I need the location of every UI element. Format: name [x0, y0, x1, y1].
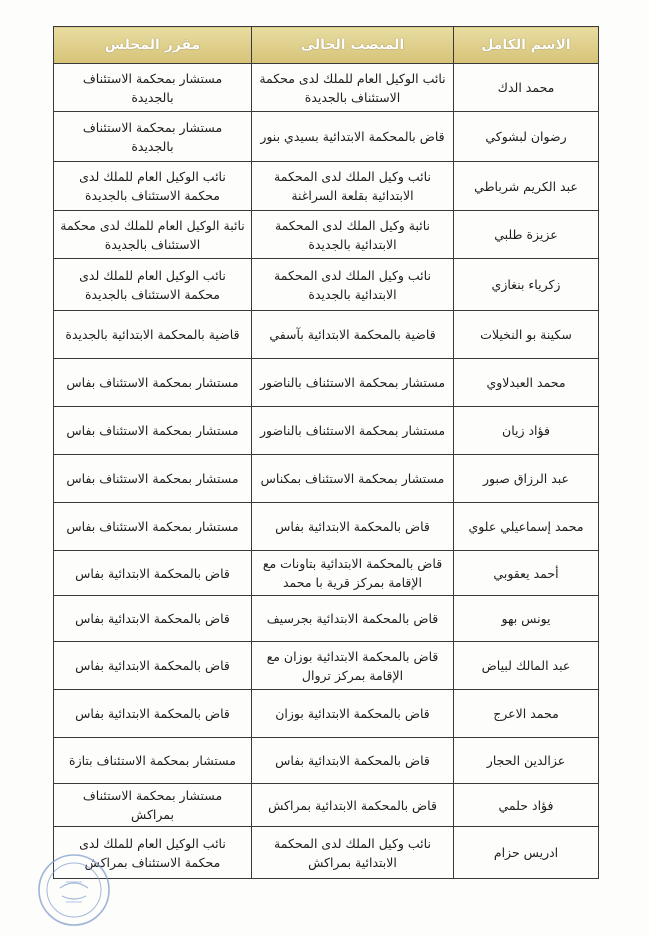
table-row	[54, 596, 599, 642]
cell-current-position: نائب وكيل الملك لدى المحكمة الابتدائية بالجديدة	[252, 259, 454, 311]
cell-council-decision: قاض بالمحكمة الابتدائية بفاس	[54, 596, 252, 642]
cell-current-position: قاض بالمحكمة الابتدائية بوزان	[252, 690, 454, 738]
table-row	[54, 259, 599, 311]
cell-current-position: قاض بالمحكمة الابتدائية بوزان مع الإقامة بمركز تروال	[252, 642, 454, 690]
cell-council-decision: نائب الوكيل العام للملك لدى محكمة الاستئناف بمراكش	[54, 827, 252, 879]
cell-full-name: أحمد يعقوبي	[454, 551, 599, 596]
cell-current-position: مستشار بمحكمة الاستئناف بالناضور	[252, 407, 454, 455]
cell-council-decision: مستشار بمحكمة الاستئناف بمراكش	[54, 784, 252, 827]
cell-current-position: قاض بالمحكمة الابتدائية بتاونات مع الإقامة بمركز قرية با محمد	[252, 551, 454, 596]
cell-current-position: قاض بالمحكمة الابتدائية بجرسيف	[252, 596, 454, 642]
table-row	[54, 827, 599, 879]
cell-council-decision: قاضية بالمحكمة الابتدائية بالجديدة	[54, 311, 252, 359]
cell-current-position: قاض بالمحكمة الابتدائية بفاس	[252, 503, 454, 551]
cell-council-decision: مستشار بمحكمة الاستئناف بفاس	[54, 359, 252, 407]
header-current-position: المنصب الحالي	[252, 27, 454, 64]
cell-full-name: محمد الاعرج	[454, 690, 599, 738]
cell-full-name: ادريس حزام	[454, 827, 599, 879]
cell-council-decision: مستشار بمحكمة الاستئناف بالجديدة	[54, 112, 252, 162]
table-row	[54, 407, 599, 455]
cell-full-name: عبد الكريم شرباطي	[454, 162, 599, 211]
cell-full-name: عزيزة طلبي	[454, 211, 599, 259]
official-seal	[36, 852, 112, 928]
appointments-table	[53, 26, 599, 879]
table-row	[54, 112, 599, 162]
table-row	[54, 455, 599, 503]
header-council-decision: مقرر المجلس	[54, 27, 252, 64]
cell-current-position: قاض بالمحكمة الابتدائية بمراكش	[252, 784, 454, 827]
cell-council-decision: نائب الوكيل العام للملك لدى محكمة الاستئناف بالجديدة	[54, 259, 252, 311]
table-row	[54, 503, 599, 551]
cell-full-name: فؤاد زيان	[454, 407, 599, 455]
cell-full-name: زكرياء بنغازي	[454, 259, 599, 311]
table-row	[54, 64, 599, 112]
cell-council-decision: قاض بالمحكمة الابتدائية بفاس	[54, 690, 252, 738]
cell-current-position: نائب الوكيل العام للملك لدى محكمة الاستئناف بالجديدة	[252, 64, 454, 112]
table-row	[54, 211, 599, 259]
cell-council-decision: قاض بالمحكمة الابتدائية بفاس	[54, 551, 252, 596]
table-body	[54, 64, 599, 879]
cell-council-decision: نائب الوكيل العام للملك لدى محكمة الاستئناف بالجديدة	[54, 162, 252, 211]
cell-current-position: قاض بالمحكمة الابتدائية بسيدي بنور	[252, 112, 454, 162]
cell-council-decision: مستشار بمحكمة الاستئناف بفاس	[54, 455, 252, 503]
cell-full-name: سكينة بو النخيلات	[454, 311, 599, 359]
cell-full-name: يونس بهو	[454, 596, 599, 642]
cell-full-name: محمد الدك	[454, 64, 599, 112]
cell-council-decision: مستشار بمحكمة الاستئناف بفاس	[54, 407, 252, 455]
table-row	[54, 642, 599, 690]
cell-current-position: قاض بالمحكمة الابتدائية بفاس	[252, 738, 454, 784]
cell-full-name: عزالدين الحجار	[454, 738, 599, 784]
cell-full-name: عبد الرزاق صبور	[454, 455, 599, 503]
cell-full-name: محمد العبدلاوي	[454, 359, 599, 407]
table-row	[54, 690, 599, 738]
table-row	[54, 784, 599, 827]
cell-council-decision: مستشار بمحكمة الاستئناف بتازة	[54, 738, 252, 784]
cell-current-position: قاضية بالمحكمة الابتدائية بآسفي	[252, 311, 454, 359]
cell-council-decision: مستشار بمحكمة الاستئناف بفاس	[54, 503, 252, 551]
table-row	[54, 162, 599, 211]
cell-current-position: مستشار بمحكمة الاستئناف بمكناس	[252, 455, 454, 503]
cell-current-position: نائب وكيل الملك لدى المحكمة الابتدائية بمراكش	[252, 827, 454, 879]
cell-full-name: محمد إسماعيلي علوي	[454, 503, 599, 551]
table-header-row	[54, 27, 599, 64]
cell-current-position: مستشار بمحكمة الاستئناف بالناضور	[252, 359, 454, 407]
cell-full-name: فؤاد حلمي	[454, 784, 599, 827]
cell-current-position: نائب وكيل الملك لدى المحكمة الابتدائية بقلعة السراغنة	[252, 162, 454, 211]
cell-council-decision: مستشار بمحكمة الاستئناف بالجديدة	[54, 64, 252, 112]
cell-current-position: نائبة وكيل الملك لدى المحكمة الابتدائية بالجديدة	[252, 211, 454, 259]
table-row	[54, 311, 599, 359]
header-full-name: الاسم الكامل	[454, 27, 599, 64]
table-row	[54, 738, 599, 784]
table-row	[54, 359, 599, 407]
cell-full-name: رضوان لبشوكي	[454, 112, 599, 162]
cell-council-decision: نائبة الوكيل العام للملك لدى محكمة الاستئناف بالجديدة	[54, 211, 252, 259]
cell-full-name: عبد المالك لبياض	[454, 642, 599, 690]
table-row	[54, 551, 599, 596]
cell-council-decision: قاض بالمحكمة الابتدائية بفاس	[54, 642, 252, 690]
